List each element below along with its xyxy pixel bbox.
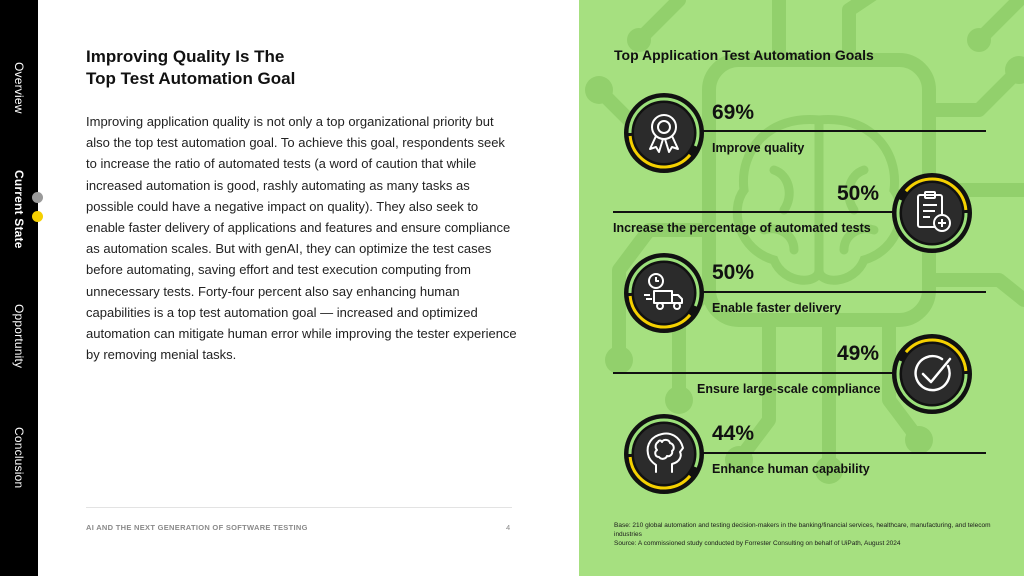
- source-study: Source: A commissioned study conducted by Forrester Consulting on behalf of UiPath, August 2024: [614, 540, 901, 547]
- goal-item: [579, 87, 1024, 177]
- goal-label: Enable faster delivery: [712, 301, 842, 315]
- footer-report-title: AI AND THE NEXT GENERATION OF SOFTWARE TESTING: [86, 523, 308, 532]
- panel-title: Top Application Test Automation Goals: [614, 47, 874, 63]
- checkmark-circle-icon: [890, 332, 974, 416]
- goal-percent: 44%: [712, 422, 755, 445]
- nav-item-opportunity[interactable]: [0, 300, 38, 372]
- nav-label: Conclusion: [12, 427, 26, 489]
- side-nav: [0, 0, 38, 576]
- page-title: [86, 46, 526, 90]
- goal-percent: 69%: [712, 101, 755, 124]
- goal-divider: [613, 211, 903, 213]
- delivery-truck-clock-icon: [622, 251, 706, 335]
- nav-item-overview[interactable]: [0, 58, 38, 118]
- goal-label: Increase the percentage of automated tests: [613, 221, 871, 235]
- footer-divider: [86, 507, 512, 508]
- goal-percent: 50%: [837, 182, 880, 205]
- goal-label: Enhance human capability: [712, 462, 870, 476]
- progress-dot: [32, 192, 43, 203]
- article-body: Improving application quality is not only a top organizational priority but also the top test automation goal. To achieve this goal, respondents seek to increase the ratio of automated tests (a word of caution that while increased automation is good, rashly automating as many tasks as possible could have a negative impact on quality). They also seek to enable faster delivery of applications and features and ensure compliance as automation scales. But with genAI, they can optimize the test cases before automating, saving effort and test execution computing from unnecessary tests. Forty-four percent also say enhancing human capabilities is a top test automation goal — increased and optimized automation can mitigate human error while improving the tester experience by removing menial tasks.: [86, 114, 517, 363]
- goal-item: [579, 329, 1024, 419]
- goal-divider: [701, 452, 986, 454]
- nav-progress-dots: [32, 192, 44, 230]
- goal-divider: [701, 291, 986, 293]
- goal-percent: 49%: [837, 342, 880, 365]
- goal-label: Improve quality: [712, 141, 805, 155]
- goal-item: [579, 168, 1024, 258]
- source-base: Base: 210 global automation and testing decision-makers in the banking/financial services, healthcare, manufacturing, and telecom industries: [614, 522, 991, 538]
- head-brain-icon: [622, 412, 706, 496]
- footer-page-number: 4: [506, 523, 511, 532]
- goal-label: Ensure large-scale compliance: [697, 382, 881, 396]
- nav-item-conclusion[interactable]: [0, 424, 38, 492]
- title-line: Top Test Automation Goal: [86, 69, 296, 88]
- goals-panel: [579, 0, 1024, 576]
- progress-dot-active: [32, 211, 43, 222]
- goal-item: [579, 409, 1024, 499]
- award-ribbon-icon: [622, 91, 706, 175]
- clipboard-plus-icon: [890, 171, 974, 255]
- goal-item: [579, 248, 1024, 338]
- nav-label: Current State: [12, 169, 26, 249]
- goal-divider: [701, 130, 986, 132]
- goal-percent: 50%: [712, 261, 755, 284]
- nav-label: Overview: [12, 62, 26, 114]
- goal-divider: [613, 372, 903, 374]
- title-line: Improving Quality Is The: [86, 47, 285, 66]
- nav-label: Opportunity: [12, 303, 26, 369]
- source-note: [614, 521, 1014, 548]
